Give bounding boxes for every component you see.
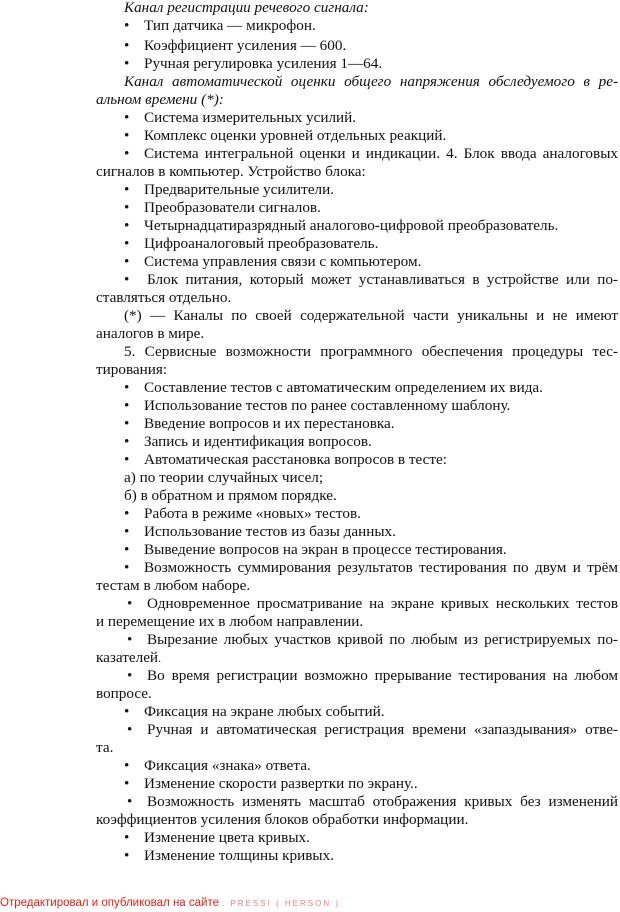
list-item: Система интегральной оценки и индикации. 4. Блок ввода аналоговых <box>144 145 618 162</box>
list-item: Возможность суммирования результатов тестирования по двум и трём <box>144 559 618 576</box>
bullet: • <box>124 379 130 396</box>
bullet: • <box>124 55 130 72</box>
list-item: Коэффициент усиления — 600. <box>144 37 347 54</box>
sub-item-b: б) в обратном и прямом порядке. <box>124 487 337 504</box>
bullet: • <box>127 793 133 810</box>
bullet: • <box>124 523 130 540</box>
list-item: Цифроаналоговый преобразователь. <box>144 235 379 252</box>
bullet: • <box>124 829 130 846</box>
list-item: Изменение скорости развертки по экрану.. <box>144 775 418 792</box>
list-item-cont: и перемещение их в любом направлении. <box>96 613 364 630</box>
list-item: Преобразователи сигналов. <box>144 199 321 216</box>
list-item: Во время регистрации возможно прерывание тестирования на любом <box>147 667 618 684</box>
footer-credit <box>0 896 340 911</box>
list-item: Фиксация на экране любых событий. <box>144 703 385 720</box>
list-item: Тип датчика — микрофон. <box>144 17 316 34</box>
bullet: • <box>124 145 130 162</box>
list-item: Вырезание любых участков кривой по любым из регистрируемых по- <box>147 631 618 648</box>
list-item-cont: тестам в любом наборе. <box>96 577 251 594</box>
footer-text: Отредактировал и опубликовал на сайте <box>0 897 219 909</box>
list-item: Ручная и автоматическая регистрация времени «запаздывания» отве- <box>147 721 618 738</box>
auto-channel-heading-cont: альном времени (*): <box>96 91 224 108</box>
list-item: Изменение цвета кривых. <box>144 829 310 846</box>
speech-channel-heading: Канал регистрации речевого сигнала: <box>124 0 369 16</box>
list-item-cont: вопросе. <box>96 685 152 702</box>
list-item-cont-text: казателей <box>96 649 159 666</box>
footnote: (*) — Каналы по своей содержательной части уникальны и не имеют <box>124 307 618 324</box>
list-item: Автоматическая расстановка вопросов в тесте: <box>144 451 447 468</box>
bullet: • <box>124 217 130 234</box>
bullet: • <box>127 631 133 648</box>
bullet: • <box>124 17 130 34</box>
list-item: Изменение толщины кривых. <box>144 847 334 864</box>
list-item: Использование тестов по ранее составленному шаблону. <box>144 397 511 414</box>
list-item: Составление тестов с автоматическим определением их вида. <box>144 379 543 396</box>
period-mark: . <box>158 651 162 665</box>
list-item: Система измерительных усилий. <box>144 109 357 126</box>
bullet: • <box>124 451 130 468</box>
list-item: Возможность изменять масштаб отображения кривых без изменений <box>147 793 618 810</box>
list-item: Фиксация «знака» ответа. <box>144 757 311 774</box>
bullet: • <box>124 37 130 54</box>
sub-item-a: а) по теории случайных чисел; <box>124 469 324 486</box>
bullet: • <box>127 595 133 612</box>
bullet: • <box>124 199 130 216</box>
list-item-cont <box>96 649 161 667</box>
list-item: Предварительные усилители. <box>144 181 335 198</box>
bullet: • <box>127 667 133 684</box>
bullet: • <box>124 271 130 288</box>
auto-channel-heading: Канал автоматической оценки общего напряжения обследуемого в ре- <box>124 73 618 90</box>
bullet: • <box>127 721 133 738</box>
list-item: Четырнадцатиразрядный аналогово-цифровой преобразователь. <box>144 217 559 234</box>
list-item: Комплекс оценки уровней отдельных реакций. <box>144 127 447 144</box>
list-item: Система управления связи с компьютером. <box>144 253 422 270</box>
list-item-cont: ставляться отдельно. <box>96 289 232 306</box>
list-item: Одновременное просматривание на экране кривых нескольких тестов <box>147 595 618 612</box>
list-item: Работа в режиме «новых» тестов. <box>144 505 361 522</box>
bullet: • <box>124 433 130 450</box>
bullet: • <box>124 109 130 126</box>
bullet: • <box>124 757 130 774</box>
list-item-cont: коэффициентов усиления блоков обработки информации. <box>96 811 469 828</box>
list-item: Использование тестов из базы данных. <box>144 523 396 540</box>
section-heading: 5. Сервисные возможности программного обеспечения процедуры тес- <box>124 343 618 360</box>
list-item-cont: сигналов в компьютер. Устройство блока: <box>96 163 366 180</box>
bullet: • <box>124 181 130 198</box>
footer-site[interactable]: : PRESSI ( HERSON ) <box>222 899 341 908</box>
bullet: • <box>124 505 130 522</box>
list-item: Блок питания, который может устанавливаться в устройстве или по- <box>147 271 618 288</box>
footnote-cont: аналогов в мире. <box>96 325 205 342</box>
list-item: Введение вопросов и их перестановка. <box>144 415 395 432</box>
section-heading-cont: тирования: <box>96 361 168 378</box>
bullet: • <box>124 541 130 558</box>
bullet: • <box>124 397 130 414</box>
bullet: • <box>124 559 130 576</box>
bullet: • <box>124 127 130 144</box>
bullet: • <box>124 703 130 720</box>
bullet: • <box>124 415 130 432</box>
list-item: Ручная регулировка усиления 1—64. <box>144 55 383 72</box>
bullet: • <box>124 253 130 270</box>
bullet: • <box>124 847 130 864</box>
list-item-cont: та. <box>96 739 114 756</box>
bullet: • <box>124 775 130 792</box>
list-item: Выведение вопросов на экран в процессе тестирования. <box>144 541 507 558</box>
bullet: • <box>124 235 130 252</box>
list-item: Запись и идентификация вопросов. <box>144 433 372 450</box>
